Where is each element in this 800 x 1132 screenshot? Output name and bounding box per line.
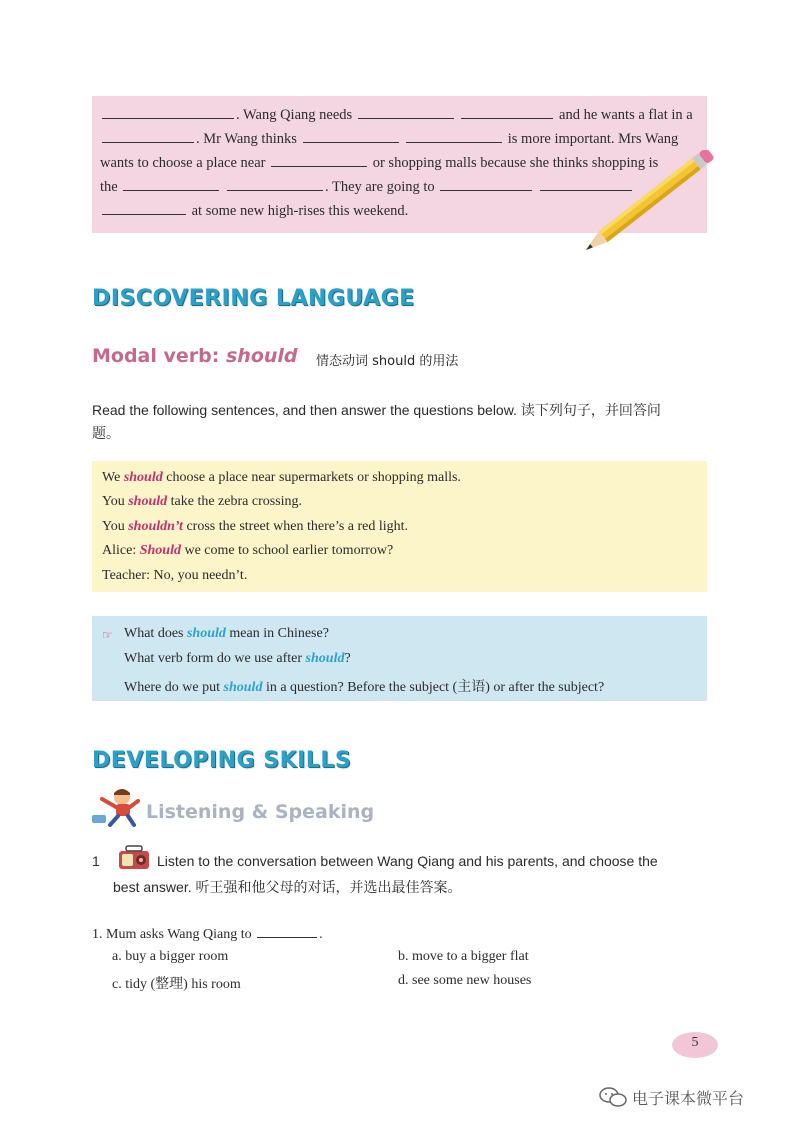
blank-field[interactable] [123, 178, 219, 191]
section-heading-developing: DEVELOPING SKILLS [92, 748, 352, 773]
summary-text: wants to choose a place near [100, 155, 266, 171]
summary-line-1 [100, 106, 693, 124]
summary-text: or shopping malls because she thinks shopping is [372, 155, 659, 171]
task-instruction-cont: best answer. 听王强和他父母的对话，并选出最佳答案。 [113, 879, 462, 895]
blank-field[interactable] [440, 178, 532, 191]
example-sentence: Teacher: No, you needn’t. [102, 568, 248, 583]
instruction-text: Read the following sentences, and then answer the questions below. 读下列句子，并回答问 [92, 402, 661, 418]
task-number: 1 [92, 853, 100, 869]
example-sentences-box [92, 461, 707, 592]
blank-field[interactable] [303, 130, 399, 143]
summary-line-4 [100, 178, 634, 196]
subheading-chinese: 情态动词 should 的用法 [316, 354, 459, 369]
summary-line-3 [100, 154, 658, 172]
summary-line-5 [100, 202, 408, 220]
example-sentence: We should choose a place near supermarkets or shopping malls. [102, 470, 461, 485]
page-number: 5 [691, 1035, 699, 1050]
summary-text: at some new high-rises this weekend. [191, 203, 409, 219]
listening-speaking-heading: Listening & Speaking [146, 801, 375, 823]
example-sentence: Alice: Should we come to school earlier tomorrow? [102, 543, 394, 558]
questions-box [92, 616, 707, 701]
blank-field[interactable] [461, 106, 553, 119]
example-sentence: You shouldn’t cross the street when there’s a red light. [102, 519, 409, 534]
summary-line-2 [100, 130, 678, 148]
blank-field[interactable] [271, 154, 367, 167]
example-sentence: You should take the zebra crossing. [102, 494, 303, 509]
question-line: What does should mean in Chinese? [124, 626, 329, 641]
question-line: Where do we put should in a question? Before the subject (主语) or after the subject? [124, 680, 605, 695]
instruction-text-cont: 题。 [92, 425, 120, 441]
section-heading-discovering: DISCOVERING LANGUAGE [92, 286, 415, 311]
blank-field[interactable] [406, 130, 502, 143]
option-b[interactable]: b. move to a bigger flat [398, 949, 529, 964]
blank-field[interactable] [102, 202, 186, 215]
summary-text: the [100, 179, 118, 195]
option-c[interactable]: c. tidy (整理) his room [112, 977, 241, 992]
subheading-prefix: Modal verb: [92, 345, 220, 367]
subheading-modal-verb [92, 345, 298, 367]
summary-text: . Mr Wang thinks [196, 131, 297, 147]
blank-field[interactable] [257, 925, 317, 938]
summary-text: . Wang Qiang needs [236, 107, 353, 123]
subheading-word: should [225, 345, 298, 367]
summary-text: . They are going to [324, 179, 435, 195]
watermark-text: 电子课本微平台 [632, 1089, 745, 1108]
blank-field[interactable] [358, 106, 454, 119]
blank-field[interactable] [227, 178, 323, 191]
radio-cassette-icon [118, 845, 150, 871]
pencil-icon [578, 150, 728, 260]
speaking-kid-icon [90, 785, 142, 827]
option-d[interactable]: d. see some new houses [398, 973, 532, 988]
question-line: What verb form do we use after should? [124, 651, 351, 666]
task-instruction: Listen to the conversation between Wang Qiang and his parents, and choose the [157, 853, 658, 869]
question-1: 1. Mum asks Wang Qiang to . [92, 927, 323, 942]
option-a[interactable]: a. buy a bigger room [112, 949, 229, 964]
pointing-hand-icon: ☞ [102, 628, 113, 642]
blank-field[interactable] [102, 130, 194, 143]
summary-text: is more important. Mrs Wang [507, 131, 679, 147]
blank-field[interactable] [102, 106, 234, 119]
summary-text: and he wants a flat in a [559, 107, 693, 123]
wechat-icon [598, 1086, 628, 1108]
